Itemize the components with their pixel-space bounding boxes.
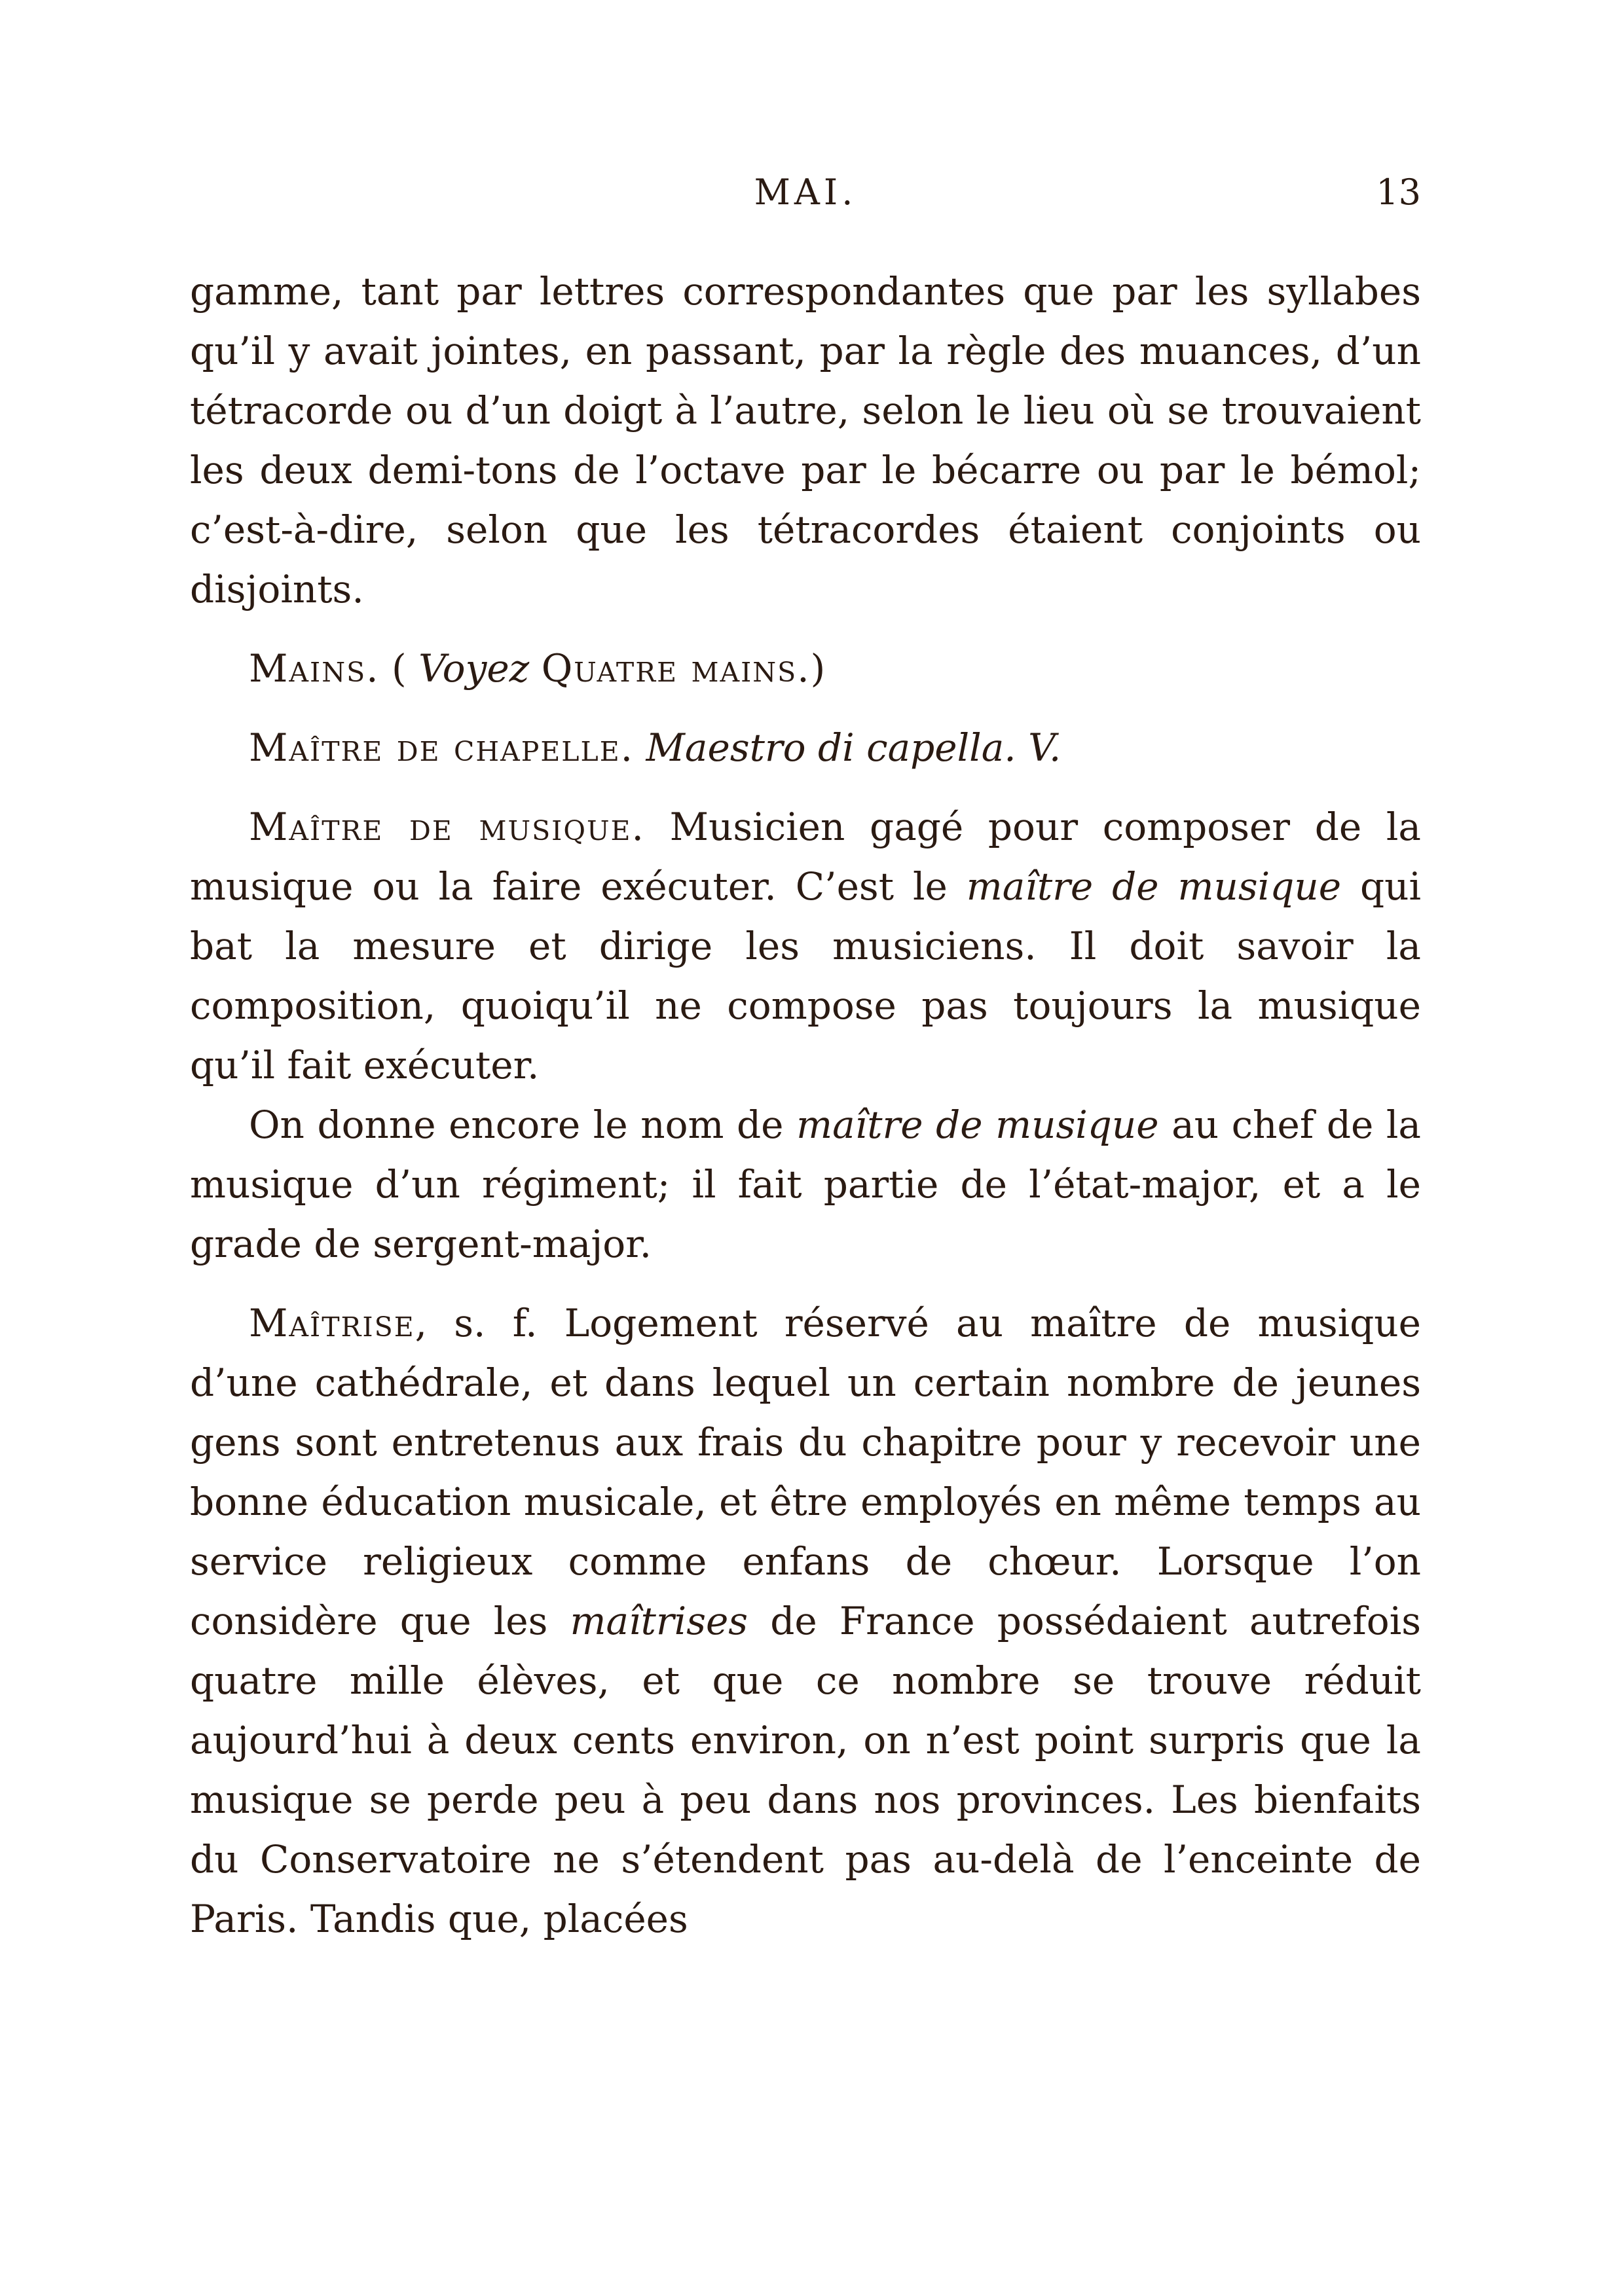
page-number: 13 [1376, 172, 1421, 213]
paren-open: ( [392, 646, 419, 691]
definition-text: qui bat la mesure et dirige les musiciens. Il doit savoir la composition, quoiqu’il ne compose pas toujours la musique qu’il fait exécuter. [190, 864, 1421, 1087]
cross-reference: Quatre mains. [541, 646, 811, 691]
definition-text: de France possédaient autrefois quatre mille élèves, et que ce nombre se trouve réduit aujourd’hui à deux cents environ, on n’est point surpris que la musique se perde peu à peu dans nos provinces. Les bienfaits du Conservatoire ne s’étendent pas au-delà de l’enceinte de Paris. Tandis que, placées [190, 1599, 1422, 1941]
italic-term: maître de musique [796, 1102, 1159, 1147]
definition-text: Logement réservé au maître de musique d’une cathédrale, et dans lequel un certain nombre de jeunes gens sont entretenus aux frais du chapitre pour y recevoir une bonne éducation musicale, et être employés en même temps au service religieux comme enfans de chœur. Lorsque l’on considère que les [190, 1301, 1421, 1643]
entry-maitre-de-musique [190, 797, 1421, 1095]
continuation-paragraph: gamme, tant par lettres correspondantes que par les syllabes qu’il y avait jointes, en passant, par la règle des muances, d’un tétracorde ou d’un doigt à l’autre, selon le lieu où se trouvaient les deux demi-tons de l’octave par le bécarre ou par le bémol; c’est-à-dire, selon que les tétracordes étaient conjoints ou disjoints. [190, 269, 1421, 611]
definition-text: Musicien gagé pour composer de la musique ou la faire exécuter. C’est le [190, 805, 1421, 909]
entry-headword: Maître de musique. [249, 805, 645, 849]
entry-maitre-de-musique-paragraph-2 [190, 1095, 1421, 1274]
entry-maitre-de-chapelle [190, 718, 1421, 778]
entry-headword: Mains. [249, 646, 380, 691]
italic-term: maître de musique [966, 864, 1342, 909]
cross-reference: Maestro di capella. V. [646, 725, 1061, 770]
paren-close: ) [810, 646, 826, 691]
definition-text: au chef de la musique d’un régiment; il fait partie de l’état-major, et a le grade de sergent-major. [190, 1102, 1421, 1266]
text-body [190, 262, 1421, 1949]
grammar-label: , s. f. [415, 1301, 564, 1345]
entry-maitrise [190, 1294, 1421, 1949]
entry-headword: Maître de chapelle. [249, 725, 635, 770]
voyez-label: Voyez [418, 646, 530, 691]
running-head: MAI. [754, 172, 857, 213]
italic-term: maîtrises [570, 1599, 748, 1643]
entry-headword: Maîtrise [249, 1301, 415, 1345]
page-header [190, 172, 1421, 224]
definition-text: On donne encore le nom de [249, 1102, 797, 1147]
entry-mains [190, 639, 1421, 699]
